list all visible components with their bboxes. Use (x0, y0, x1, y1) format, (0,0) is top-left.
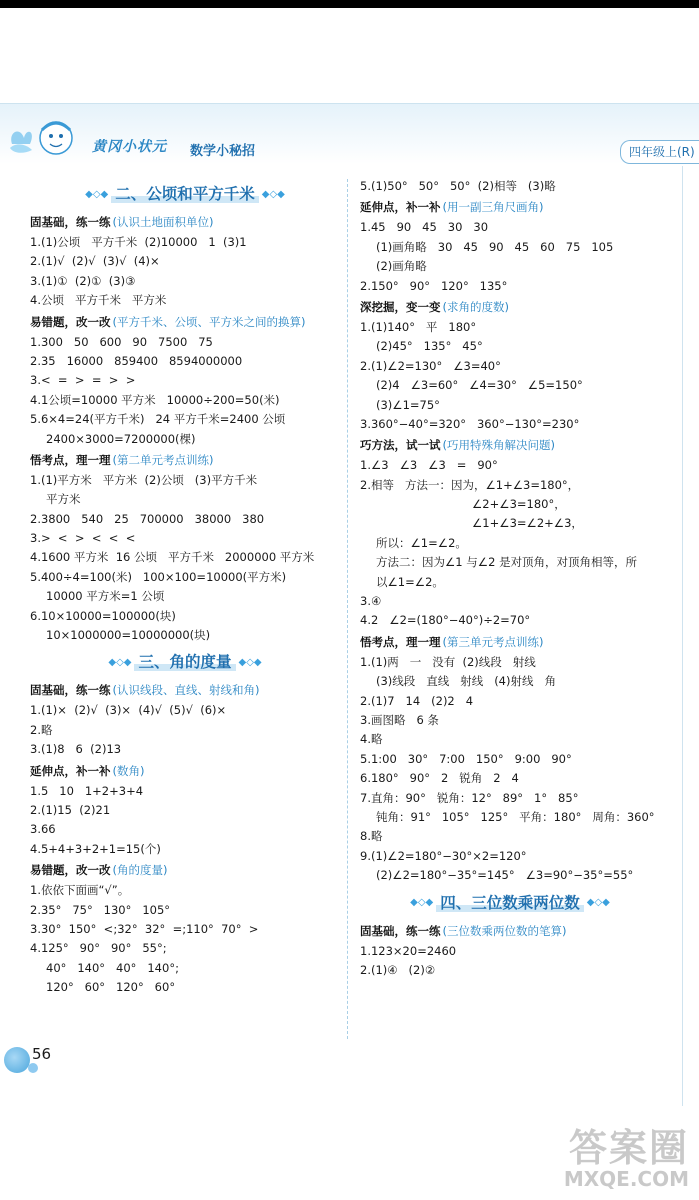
topic-heading (360, 434, 660, 456)
answer-line: 1.(1)平方米 平方米 (2)公顷 (3)平方千米 (30, 472, 258, 487)
answer-line: 4.公顷 平方千米 平方米 (30, 293, 167, 308)
topic-subtitle: (数角) (112, 763, 145, 778)
answer-line: 1.45 90 45 30 30 (360, 220, 489, 235)
answer-line: 1.(1)两 一 没有 (2)线段 射线 (360, 654, 536, 669)
answer-page (0, 103, 699, 1107)
column-divider (347, 179, 348, 1039)
answer-line: 2.(1)7 14 (2)2 4 (360, 693, 474, 708)
topic-title: 固基础，练一练 (30, 683, 111, 698)
answer-line: (3)∠1=75° (376, 397, 440, 412)
topic-title: 悟考点，理一理 (360, 634, 441, 649)
answer-line: 3.66 (30, 822, 56, 837)
page-number: 56 (32, 1045, 52, 1063)
topic-subtitle-text: 三位数乘两位数的笔算 (447, 923, 562, 938)
answer-line: 3.(1)① (2)① (3)③ (30, 273, 136, 288)
answer-line: 2.相等 方法一：因为，∠1+∠3=180°， (360, 477, 580, 492)
answer-line: 10×1000000=10000000(块) (46, 628, 211, 643)
answer-line: 2.(1)√ (2)√ (3)√ (4)× (30, 254, 160, 269)
answer-line: (2)45° 135° 45° (376, 339, 483, 354)
answer-line: 4.略 (360, 732, 383, 747)
answer-line: 3.画图略 6 条 (360, 712, 439, 727)
right-column (360, 177, 660, 980)
brand-logo-text: 黄冈小状元 (92, 139, 167, 155)
answer-line: 3.> < > < < < (30, 531, 136, 546)
topic-subtitle: (平方千米、公顷、平方米之间的换算) (112, 314, 306, 329)
answer-line: 9.(1)∠2=180°−30°×2=120° (360, 848, 527, 863)
answer-line: 7.直角：90° 锐角：12° 89° 1° 85° (360, 790, 579, 805)
answer-line: 5.6×4=24(平方千米) 24 平方千米=2400 公顷 (30, 412, 286, 427)
answer-line: 1.300 50 600 90 7500 75 (30, 334, 213, 349)
answer-line: 3.< = > = > > (30, 373, 136, 388)
topic-title: 固基础，练一练 (360, 923, 441, 938)
diamond-ornament-icon: ◆◇◆ (108, 656, 132, 668)
section-heading (30, 179, 340, 209)
answer-line: 5.(1)50° 50° 50° (2)相等 (3)略 (360, 179, 556, 193)
diamond-ornament-icon: ◆◇◆ (85, 188, 109, 200)
topic-subtitle-text: 第二单元考点训练 (117, 452, 209, 467)
grade-label: 四年级上(R) (620, 140, 699, 164)
topic-title: 悟考点，理一理 (30, 452, 111, 467)
answer-line: 2.略 (30, 722, 53, 737)
topic-title: 延伸点，补一补 (360, 200, 441, 215)
answer-line: ∠2+∠3=180°， (472, 497, 566, 512)
answer-line: 2.35° 75° 130° 105° (30, 902, 171, 917)
answer-line: 120° 60° 120° 60° (46, 980, 176, 995)
section-heading (360, 888, 660, 918)
answer-line: 6.180° 90° 2 锐角 2 4 (360, 771, 519, 786)
topic-heading (360, 196, 660, 218)
topic-heading (30, 679, 340, 701)
answer-line: 1.∠3 ∠3 ∠3 = 90° (360, 458, 498, 473)
topic-subtitle-text: 认识线段、直线、射线和角 (117, 683, 255, 698)
topic-subtitle-text: 角的度量 (117, 863, 163, 878)
watermark-logo: 答案圈 (568, 1126, 689, 1170)
answer-line: 3.(1)8 6 (2)13 (30, 742, 122, 757)
topic-subtitle-text: 数角 (117, 763, 140, 778)
section-title: 三、角的度量 (134, 653, 235, 671)
topic-subtitle: (求角的度数) (442, 299, 509, 314)
page-spine-line (682, 166, 683, 1106)
answer-line: 10000 平方米=1 公顷 (46, 589, 165, 604)
topic-subtitle-text: 平方千米、公顷、平方米之间的换算 (117, 314, 301, 329)
topic-subtitle: (第二单元考点训练) (112, 452, 214, 467)
page-number-circle-icon (4, 1047, 30, 1073)
answer-line: 2400×3000=7200000(棵) (46, 431, 196, 446)
answer-line: 4.2 ∠2=(180°−40°)÷2=70° (360, 613, 531, 628)
topic-subtitle: (认识线段、直线、射线和角) (112, 683, 260, 698)
diamond-ornament-icon: ◆◇◆ (586, 897, 610, 908)
topic-heading (30, 311, 340, 333)
answer-line: 钝角：91° 105° 125° 平角：180° 周角：360° (376, 809, 655, 824)
answer-line: 5.1:00 30° 7:00 150° 9:00 90° (360, 751, 572, 766)
answer-line: 3.30° 150° <;32° 32° =;110° 70° > (30, 921, 259, 936)
watermark (564, 1128, 689, 1190)
answer-line: 所以：∠1=∠2。 (376, 535, 467, 550)
answer-line: 8.略 (360, 829, 383, 844)
topic-title: 易错题，改一改 (30, 314, 111, 329)
answer-line: ∠1+∠3=∠2+∠3， (472, 516, 583, 531)
left-column (30, 177, 340, 998)
top-margin (0, 8, 699, 103)
answer-line: 2.(1)15 (2)21 (30, 802, 111, 817)
answer-line: (2)4 ∠3=60° ∠4=30° ∠5=150° (376, 378, 583, 393)
section-title: 二、公顷和平方千米 (111, 185, 259, 203)
answer-line: 1.(1)公顷 平方千米 (2)10000 1 (3)1 (30, 235, 247, 249)
topic-heading (360, 296, 660, 318)
answer-line: 1.(1)140° 平 180° (360, 319, 477, 334)
answer-line: 2.150° 90° 120° 135° (360, 278, 508, 293)
topic-subtitle: (巧用特殊角解决问题) (442, 438, 555, 453)
answer-line: 1.(1)× (2)√ (3)× (4)√ (5)√ (6)× (30, 703, 227, 718)
topic-subtitle: (用一副三角尺画角) (442, 200, 544, 215)
topic-subtitle: (三位数乘两位数的笔算) (442, 923, 567, 938)
answer-line: 5.400÷4=100(米) 100×100=10000(平方米) (30, 569, 287, 584)
topic-subtitle-text: 用一副三角尺画角 (447, 200, 539, 215)
topic-subtitle-text: 巧用特殊角解决问题 (447, 438, 551, 453)
answer-line: 1.5 10 1+2+3+4 (30, 783, 144, 798)
answer-line: 方法二：因为∠1 与∠2 是对顶角，对顶角相等，所 (376, 555, 638, 570)
answer-line: (2)∠2=180°−35°=145° ∠3=90°−35°=55° (376, 868, 634, 883)
topic-subtitle-text: 求角的度数 (447, 299, 505, 314)
answer-line: 以∠1=∠2。 (376, 574, 444, 589)
page-number-dot-icon (28, 1063, 38, 1073)
page-number-badge (4, 1039, 64, 1079)
answer-line: (2)画角略 (376, 259, 427, 274)
answer-line: 2.35 16000 859400 8594000000 (30, 353, 243, 368)
topic-heading (30, 760, 340, 782)
answer-line: 4.5+4+3+2+1=15(个) (30, 841, 161, 856)
diamond-ornament-icon: ◆◇◆ (238, 656, 262, 668)
topic-heading (30, 859, 340, 881)
section-title: 四、三位数乘两位数 (436, 894, 584, 912)
mascot-icon (6, 114, 84, 160)
topic-heading (360, 920, 660, 942)
answer-line: 平方米 (46, 492, 81, 507)
topic-subtitle: (认识土地面积单位) (112, 215, 214, 229)
answer-line: 4.1600 平方米 16 公顷 平方千米 2000000 平方米 (30, 550, 315, 565)
answer-line: 2.(1)④ (2)② (360, 962, 436, 977)
topic-title: 巧方法，试一试 (360, 438, 441, 453)
topic-heading (30, 449, 340, 471)
answer-line: 1.123×20=2460 (360, 943, 457, 958)
diamond-ornament-icon: ◆◇◆ (410, 897, 434, 908)
answer-line: 4.125° 90° 90° 55°; (30, 941, 167, 956)
topic-title: 易错题，改一改 (30, 863, 111, 878)
topic-subtitle: (第三单元考点训练) (442, 634, 544, 649)
topic-title: 深挖掘，变一变 (360, 299, 441, 314)
answer-line: (3)线段 直线 射线 (4)射线 角 (376, 674, 556, 689)
answer-line: 3.360°−40°=320° 360°−130°=230° (360, 416, 580, 431)
diamond-ornament-icon: ◆◇◆ (261, 188, 285, 200)
answer-line: (1)画角略 30 45 90 45 60 75 105 (376, 239, 614, 254)
topic-title: 延伸点，补一补 (30, 763, 111, 778)
topic-heading (30, 211, 340, 233)
answer-line: 2.3800 540 25 700000 38000 380 (30, 511, 265, 526)
topic-heading (360, 631, 660, 653)
answer-line: 2.(1)∠2=130° ∠3=40° (360, 358, 501, 373)
watermark-url: MXQE.COM (563, 1167, 689, 1191)
topic-title: 固基础，练一练 (30, 215, 111, 229)
topic-subtitle: (角的度量) (112, 863, 168, 878)
book-title: 数学小秘招 (190, 144, 256, 159)
answer-line: 3.④ (360, 594, 382, 609)
answer-line: 40° 140° 40° 140°; (46, 960, 179, 975)
answer-line: 4.1公顷=10000 平方米 10000÷200=50(米) (30, 392, 280, 407)
topic-subtitle-text: 认识土地面积单位 (117, 215, 209, 229)
section-heading (30, 647, 340, 677)
answer-line: 1.依依下面画“√”。 (30, 883, 130, 898)
topic-subtitle-text: 第三单元考点训练 (447, 634, 539, 649)
answer-line: 6.10×10000=100000(块) (30, 608, 176, 623)
